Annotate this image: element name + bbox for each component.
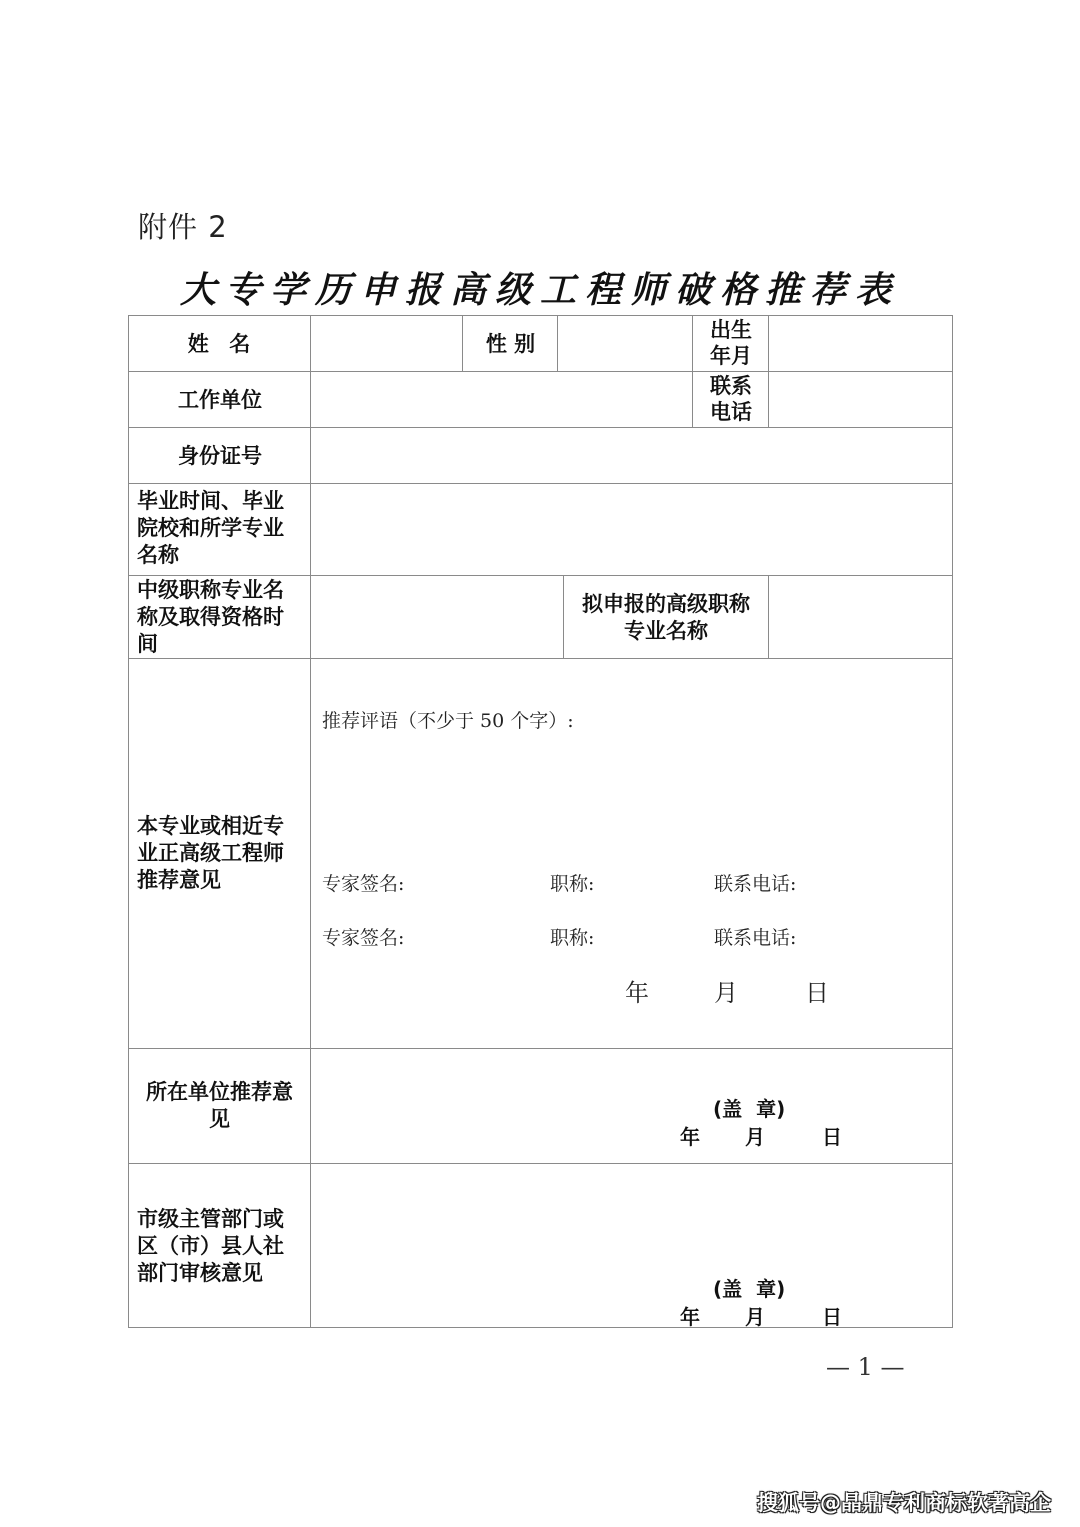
department-date-day: 日	[822, 1305, 842, 1329]
department-stamp-label: (盖 章)	[713, 1277, 786, 1301]
unit-recommendation-label: 所在单位推荐意见	[146, 1080, 293, 1131]
page-number: — 1 —	[826, 1353, 905, 1381]
cell-divider	[692, 315, 693, 427]
department-date-month: 月	[745, 1305, 765, 1329]
attachment-label: 附件 2	[138, 210, 228, 244]
unit-date-month: 月	[745, 1125, 765, 1149]
expert-1-phone-label: 联系电话:	[714, 873, 797, 895]
gender-field[interactable]	[559, 317, 692, 371]
table-border-left	[128, 315, 129, 1327]
mid-level-title-label: 中级职称专业名称及取得资格时间	[137, 578, 284, 656]
recommendation-comment-prompt: 推荐评语（不少于 50 个字）:	[322, 710, 574, 732]
department-review-field[interactable]	[312, 1165, 952, 1327]
birth-date-field[interactable]	[770, 317, 952, 371]
unit-date-year: 年	[680, 1125, 700, 1149]
target-senior-title-label: 拟申报的高级职称专业名称	[582, 591, 750, 643]
table-border-top	[128, 315, 953, 316]
form-title: 大专学历申报高级工程师破格推荐表	[179, 269, 900, 311]
employer-field[interactable]	[312, 373, 692, 427]
row-divider	[128, 371, 953, 372]
cell-divider	[768, 315, 769, 427]
expert-2-phone-label: 联系电话:	[714, 927, 797, 949]
unit-stamp-label: (盖 章)	[713, 1097, 786, 1121]
recommendation-comment-field[interactable]	[312, 740, 952, 860]
cell-divider	[768, 575, 769, 658]
expert-recommendation-label: 本专业或相近专业正高级工程师推荐意见	[137, 814, 284, 892]
expert-date-year: 年	[625, 979, 649, 1007]
expert-1-title-label: 职称:	[550, 873, 595, 895]
expert-date-month: 月	[714, 979, 738, 1007]
cell-divider	[563, 575, 564, 658]
graduation-info-label: 毕业时间、毕业院校和所学专业名称	[137, 489, 284, 567]
birth-date-label-line2: 年月	[710, 344, 752, 368]
expert-2-signature-label: 专家签名:	[322, 927, 405, 949]
department-review-label: 市级主管部门或区（市）县人社部门审核意见	[137, 1207, 284, 1285]
contact-phone-label	[694, 373, 768, 425]
row-divider	[128, 1048, 953, 1049]
id-number-label: 身份证号	[178, 443, 262, 468]
gender-label: 性 别	[485, 331, 536, 356]
cell-divider	[557, 315, 558, 371]
expert-2-title-label: 职称:	[550, 927, 595, 949]
id-number-field[interactable]	[312, 429, 952, 483]
department-date-year: 年	[680, 1305, 700, 1329]
row-divider	[128, 575, 953, 576]
employer-label: 工作单位	[178, 387, 262, 412]
target-senior-title-field[interactable]	[770, 577, 952, 658]
unit-recommendation-field[interactable]	[312, 1050, 952, 1163]
table-border-right	[952, 315, 953, 1327]
birth-date-label-line1: 出生	[710, 318, 752, 342]
name-field[interactable]	[312, 317, 462, 371]
graduation-info-field[interactable]	[312, 485, 952, 575]
contact-phone-label-line1: 联系	[710, 374, 752, 398]
contact-phone-label-line2: 电话	[710, 400, 752, 424]
expert-date-day: 日	[805, 979, 829, 1007]
label-column-divider	[310, 315, 311, 1327]
watermark: 搜狐号@晶鼎专利商标软著高企	[757, 1491, 1051, 1515]
cell-divider	[462, 315, 463, 371]
mid-level-title-field[interactable]	[312, 577, 563, 658]
unit-date-day: 日	[822, 1125, 842, 1149]
row-divider	[128, 658, 953, 659]
name-label: 姓 名	[187, 331, 253, 356]
row-divider	[128, 427, 953, 428]
expert-1-signature-label: 专家签名:	[322, 873, 405, 895]
row-divider	[128, 483, 953, 484]
birth-date-label	[694, 317, 768, 369]
row-divider	[128, 1163, 953, 1164]
contact-phone-field[interactable]	[770, 373, 952, 427]
